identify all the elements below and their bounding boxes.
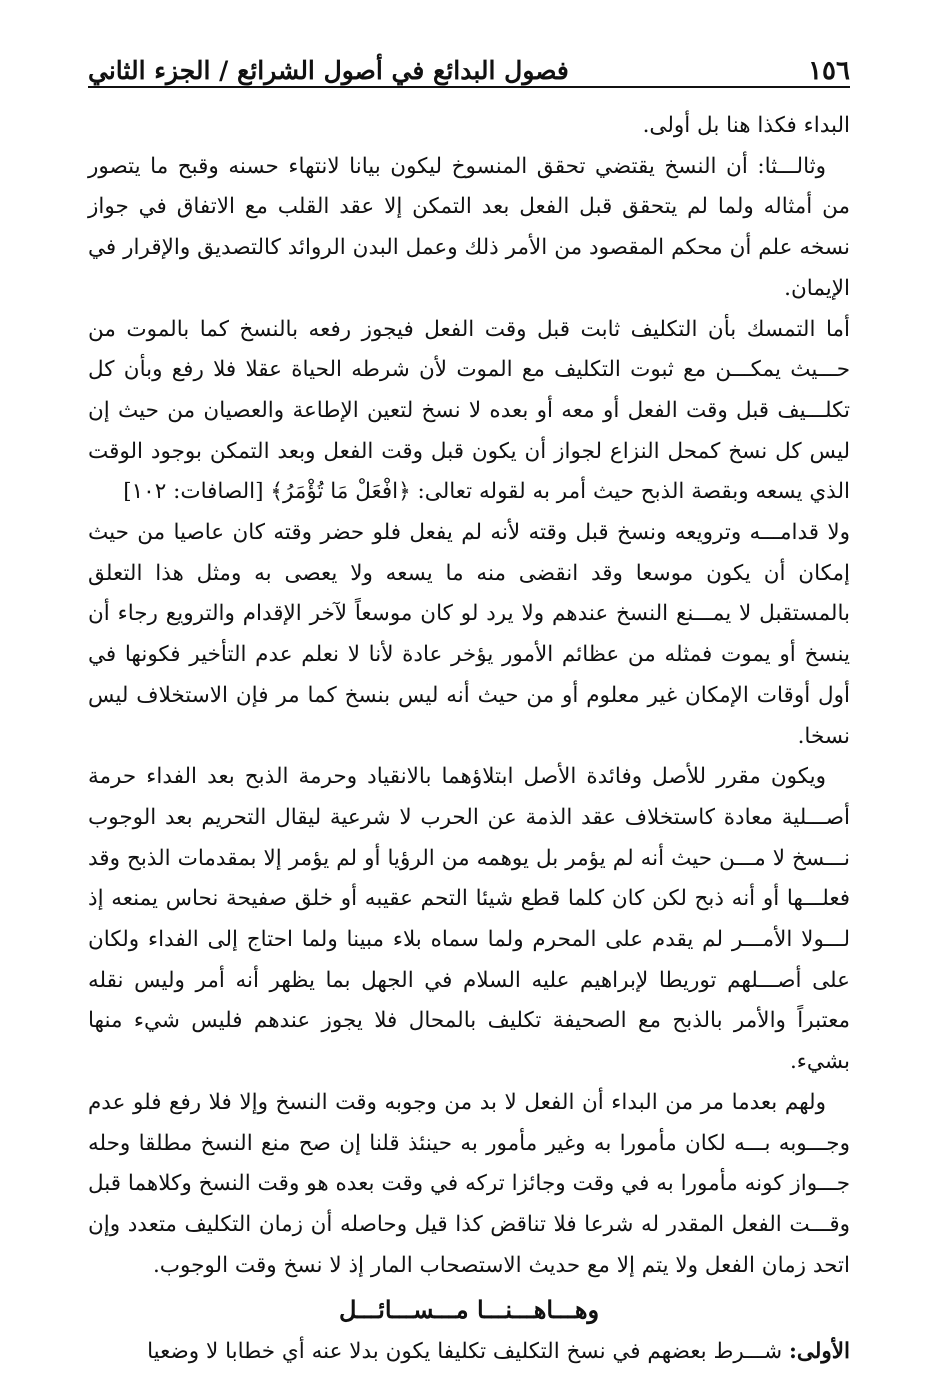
body-text: [88, 106, 850, 1373]
section-heading: وهـــاهـــنـــا مـــســـائـــل: [338, 1295, 600, 1325]
issue-term: الأولى:: [788, 1339, 850, 1365]
paragraph-3-text: أما التمسك بأن التكليف ثابت قبل وقت الفعل فيجوز رفعه بالنسخ كما بالموت من حـــيث يمكـــن مع ثبوت التكليف مع الموت لأن شرطه الحياة عقلا فلا رفع وبأن كل تكلـــيف قبل وقت الفعل أو معه أو بعده لا نسخ لتعين الإطاعة والعصيان من حيث إن ليس كل نسخ كمحل النزاع لجواز أن يكون قبل وقت الفعل وبعد التمكن بوجود الوقت الذي يسعه وبقصة الذبح حيث أمر به لقوله تعالى:: [88, 316, 850, 505]
final-paragraph-text: شـــرط بعضهم في نسخ التكليف تكليفا يكون بدلا عنه أي خطابا لا وضعيا: [147, 1339, 789, 1365]
paragraph-2: وثالـــثا: أن النسخ يقتضي تحقق المنسوخ ليكون بيانا لانتهاء حسنه وقبح ما يتصور من أمثاله ولما لم يتحقق قبل الفعل بعد التمكن إلا عقد القلب مع الاتفاق في جواز نسخه علم أن محكم المقصود من الأمر ذلك وعمل البدن الروائد كالتصديق والإقرار في الإيمان.: [88, 153, 850, 301]
page-header: [88, 40, 850, 88]
final-paragraph: [88, 1332, 850, 1373]
paragraph-5: ويكون مقرر للأصل وفائدة الأصل ابتلاؤهما بالانقياد وحرمة الذبح بعد الفداء حرمة أصـــلية معادة كاستخلاف عقد الذمة عن الحرب لا شرعية ليقال التحريم بعد الوجوب نـــسخ لا مـــن حيث أنه لم يؤمر بل يوهمه من الرؤيا أو لم يؤمر إلا بمقدمات الذبح وقد فعلـــها أو أنه ذبح لكن كان كلما قطع شيئا التحم عقيبه أو خلق صفيحة نحاس يمنعه إذ لـــولا الأمـــر لم يقدم على المحرم ولما سماه بلاء مبينا ولما احتاج إلى الفداء ولكان على أصـــلهم توريطا لإبراهيم عليه السلام في الجهل بما يظهر أنه أمر وليس نقله معتبراً والأمر بالذبح مع الصحيفة تكليف بالمحال فلا يجوز عندهم فليس شيء منها بشيء.: [88, 764, 850, 1075]
paragraph-6: ولهم بعدما مر من البداء أن الفعل لا بد من وجوبه وقت النسخ وإلا فلا رفع فلو عدم وجـــوبه بـــه لكان مأمورا به وغير مأمور به حينئذ قلنا إن صح منع النسخ مطلقا وحله جـــواز كونه مأمورا به في وقت وجائزا تركه في وقت بعده هو وقت النسخ وكلاهما قبل وقـــت الفعل المقدر له شرعا فلا تناقض كذا قيل وحاصله أن زمان التكليف متعدد وإن اتحد زمان الفعل ولا يتم إلا مع حديث الاستصحاب المار إذ لا نسخ وقت الوجوب.: [88, 1089, 850, 1278]
paragraph-3: [88, 310, 850, 514]
running-title: فصول البدائع في أصول الشرائع / الجزء الثاني: [88, 56, 569, 85]
page-number: ١٥٦: [808, 56, 850, 86]
paragraph-4: ولا قدامـــه وترويعه ونسخ قبل وقته لأنه لم يفعل فلو حضر وقته كان عاصيا من حيث إمكان أن يكون موسعا وقد انقضى منه ما يسعه ولا يعصى به ومثل هذا التعلق بالمستقبل لا يمـــنع النسخ عندهم ولا يرد لو كان موسعاً لآخر الإقدام والترويع رجاء أن ينسخ أو يموت فمثله من عظائم الأمور يؤخر عادة لأنا لا نعلم عدم التأخير فكونها في أول أوقات الإمكان غير معلوم أو من حيث أنه ليس بنسخ كما مر فإن الاستخلاف ليس نسخا.: [88, 520, 850, 749]
book-page: [88, 40, 850, 1365]
quran-quote: ﴿افْعَلْ مَا تُؤْمَرُ﴾: [270, 479, 411, 505]
paragraph-1: البداء فكذا هنا بل أولى.: [642, 113, 850, 138]
quran-reference: [الصافات: ١٠٢]: [123, 479, 264, 505]
